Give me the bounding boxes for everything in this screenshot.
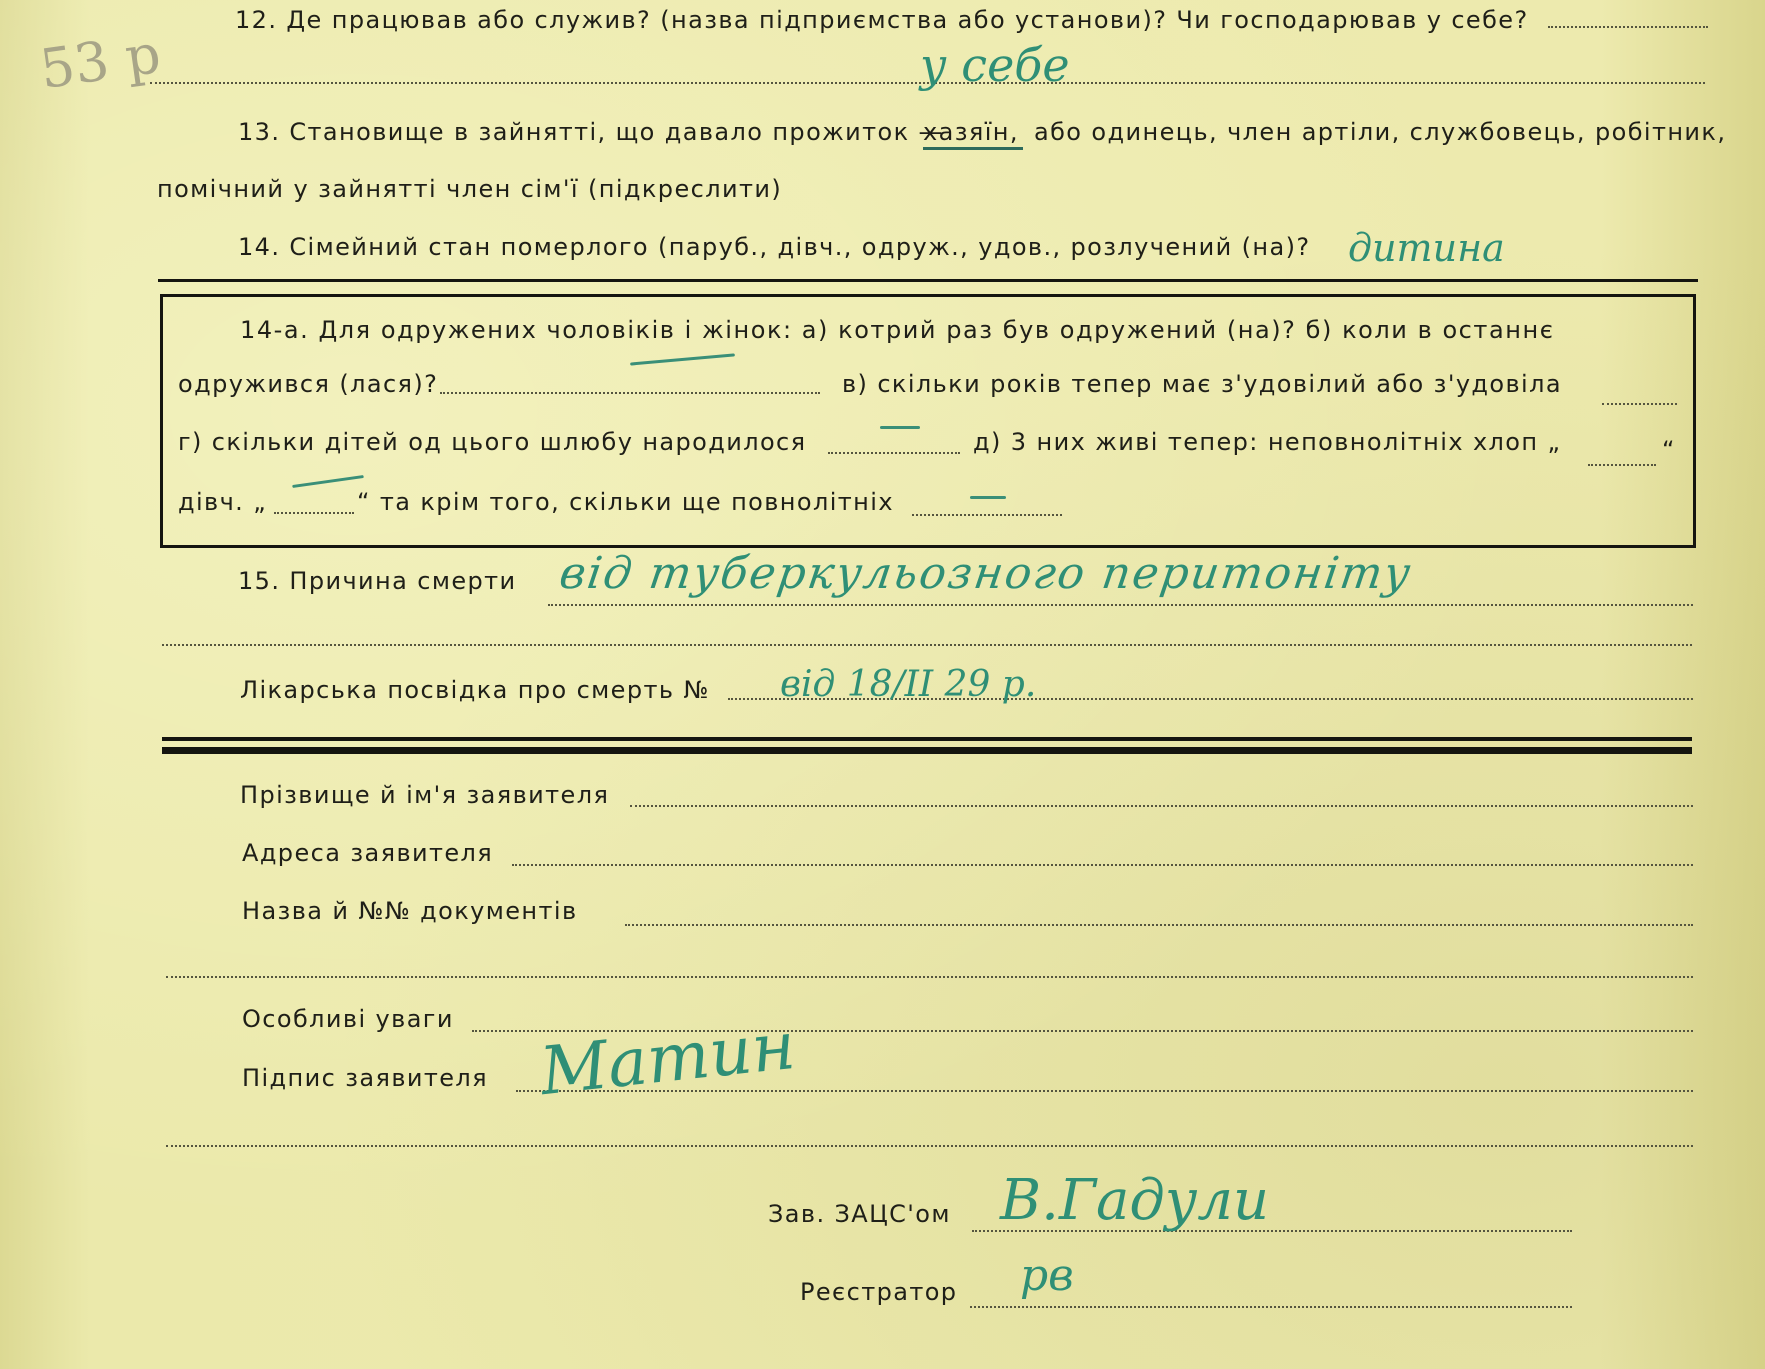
- q14a-line2-b: в) скільки років тепер має з'удовілий або з'удовіла: [842, 370, 1562, 398]
- registrar-label: Реєстратор: [800, 1278, 958, 1306]
- section-double-rule-bottom: [162, 747, 1692, 754]
- applicant-address-line: [512, 864, 1693, 866]
- applicant-name-line: [630, 805, 1693, 807]
- q13-line2: помічний у зайнятті член сім'ї (підкреслити): [157, 175, 783, 203]
- q15-label: 15. Причина смерти: [238, 567, 517, 595]
- q14a-children-born-line: [828, 452, 960, 454]
- q14a-line4-b: “ та крім того, скільки ще повнолітніх: [357, 488, 894, 516]
- certificate-label: Лікарська посвідка про смерть №: [240, 676, 710, 704]
- registrar-signature: рв: [1020, 1250, 1074, 1301]
- q14a-widow-years-line: [1602, 403, 1677, 405]
- applicant-name-label: Прізвище й ім'я заявителя: [240, 781, 610, 809]
- q14a-line2-a: одружився (лася)?: [178, 370, 439, 398]
- applicant-remarks-label: Особливі уваги: [242, 1005, 454, 1033]
- q14a-line3-c: “: [1662, 436, 1676, 464]
- q14-label: 14. Сімейний стан померлого (паруб., дівч., одруж., удов., розлучений (на)?: [238, 233, 1311, 261]
- q12-label: 12. Де працював або служив? (назва підприємства або установи)? Чи господарював у себе?: [235, 6, 1529, 34]
- q13-underlined-option: хазяїн,: [923, 118, 1019, 146]
- applicant-documents-label: Назва й №№ документів: [242, 897, 578, 925]
- certificate-answer: від 18/ІІ 29 р.: [780, 664, 1037, 705]
- applicant-signature-label: Підпис заявителя: [242, 1064, 488, 1092]
- q14-answer: дитина: [1348, 226, 1505, 270]
- applicant-signature: Матин: [536, 1006, 799, 1111]
- corner-archive-note: 53 р: [36, 21, 165, 102]
- q14a-dash-mark-2: [880, 426, 920, 429]
- q14a-line3-a: г) скільки дітей од цього шлюбу народилося: [178, 428, 807, 456]
- q14a-minor-boys-line: [1588, 464, 1656, 466]
- head-signature: В.Гадули: [1000, 1168, 1270, 1233]
- q13-line1-rest: або одинець, член артіли, службовець, робітник,: [1034, 118, 1727, 146]
- applicant-address-label: Адреса заявителя: [242, 839, 494, 867]
- applicant-extra-line: [166, 1145, 1693, 1147]
- q14a-dash-mark-4: [970, 496, 1006, 499]
- applicant-documents-line: [625, 924, 1693, 926]
- q14-separator: [158, 279, 1698, 282]
- q13-underline-mark: [923, 147, 1023, 150]
- q14a-minor-girls-line: [274, 512, 354, 514]
- q13-line1-prefix: 13. Становище в зайнятті, що давало прожиток —: [238, 118, 944, 146]
- q14a-adults-line: [912, 514, 1062, 516]
- q12-answer: у себе: [920, 38, 1070, 92]
- q15-second-line: [162, 644, 1692, 646]
- q14a-line1: 14-а. Для одружених чоловіків і жінок: а) котрий раз був одружений (на)? б) коли в останнє: [240, 316, 1555, 344]
- q15-answer-line: [548, 604, 1693, 606]
- q14a-line4-a: дівч. „: [178, 488, 268, 516]
- section-double-rule-top: [162, 737, 1692, 741]
- q14a-line3-b: д) 3 них живі тепер: неповнолітніх хлоп „: [973, 428, 1562, 456]
- head-label: Зав. ЗАЦС'ом: [768, 1200, 951, 1228]
- applicant-documents-line-2: [166, 976, 1693, 978]
- q12-fill-line: [1548, 26, 1708, 28]
- registrar-signature-line: [970, 1306, 1572, 1308]
- q14a-marriage-date-line: [440, 392, 820, 394]
- q15-answer: від туберкульозного перитоніту: [556, 548, 1416, 599]
